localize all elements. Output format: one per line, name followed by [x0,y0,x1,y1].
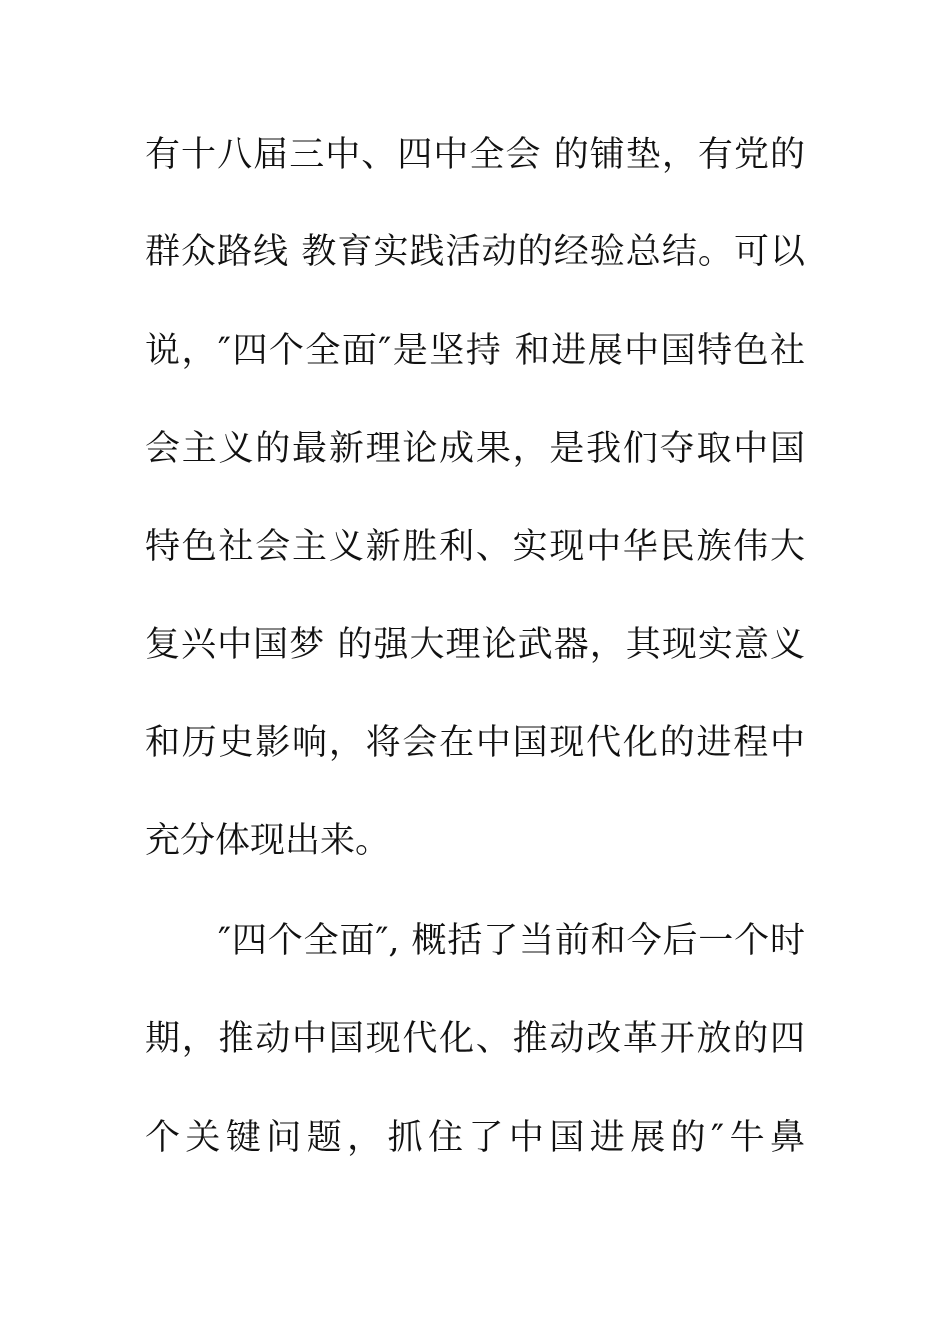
text-line-4: 会主义的最新理论成果，是我们夺取中国 [145,429,805,469]
text-line-6: 复兴中国梦 的强大理论武器，其现实意义 [145,625,805,665]
text-line-3: 说，″四个全面″是坚持 和进展中国特色社 [145,331,805,371]
text-line-2: 群众路线 教育实践活动的经验总结。可以 [145,232,805,272]
text-line-7: 和历史影响，将会在中国现代化的进程中 [145,723,805,763]
text-line-11: 个关键问题，抓住了中国进展的″牛鼻 [145,1118,805,1158]
text-line-9: ″四个全面″, 概括了当前和今后一个时 [218,921,805,961]
text-line-8: 充分体现出来。 [145,821,391,861]
text-line-1: 有十八届三中、四中全会 的铺垫，有党的 [145,135,805,175]
text-line-10: 期，推动中国现代化、推动改革开放的四 [145,1019,805,1059]
text-line-5: 特色社会主义新胜利、实现中华民族伟大 [145,527,805,567]
